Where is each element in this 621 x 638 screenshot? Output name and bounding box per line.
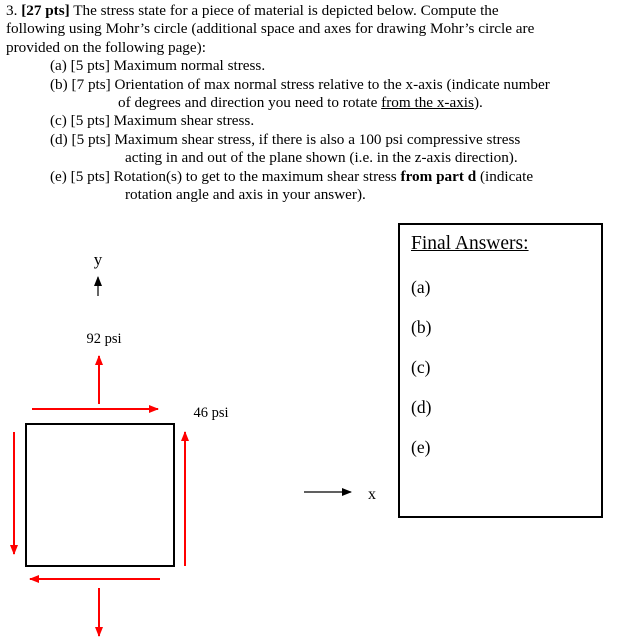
problem-intro-text-1: The stress state for a piece of material is depicted below. Compute the (73, 2, 499, 19)
part-b-text: of degrees and direction you need to rotate (118, 94, 382, 112)
problem-intro-line-3: provided on the following page): (6, 38, 206, 56)
y-axis-label: y (93, 250, 103, 269)
part-c: (c) [5 pts] Maximum shear stress. (50, 112, 255, 130)
material-element-square (26, 424, 174, 566)
x-axis-label: x (368, 486, 376, 503)
part-b-underlined: from the x-axis (381, 94, 474, 112)
problem-intro-line-2: following using Mohr’s circle (additional space and axes for drawing Mohr’s circle are (6, 20, 535, 38)
part-a: (a) [5 pts] Maximum normal stress. (50, 57, 266, 75)
answer-b-label: (b) (411, 317, 432, 337)
answer-d-label: (d) (411, 397, 432, 417)
normal-stress-label: 92 psi (86, 331, 122, 347)
part-e-line-2: rotation angle and axis in your answer). (125, 186, 366, 204)
part-e-bold: from part d (400, 167, 477, 185)
part-b-line-1: (b) [7 pts] Orientation of max normal stress relative to the x-axis (indicate number (50, 75, 550, 93)
shear-stress-label: 46 psi (193, 405, 229, 421)
part-e-text: (e) [5 pts] Rotation(s) to get to the maximum shear stress (50, 167, 401, 185)
part-b-end: ). (473, 94, 483, 112)
problem-points: [27 pts] (21, 2, 70, 19)
part-d-line-1: (d) [5 pts] Maximum shear stress, if there is also a 100 psi compressive stress (50, 130, 521, 148)
final-answers-title: Final Answers: (411, 233, 529, 254)
answer-e-label: (e) (411, 437, 431, 457)
final-answers-box (398, 223, 603, 518)
answer-c-label: (c) (411, 357, 431, 377)
problem-number: 3. (6, 2, 18, 19)
answer-a-label: (a) (411, 277, 431, 297)
part-e-end: (indicate (476, 167, 534, 185)
part-d-line-2: acting in and out of the plane shown (i.e. in the z-axis direction). (125, 149, 518, 167)
